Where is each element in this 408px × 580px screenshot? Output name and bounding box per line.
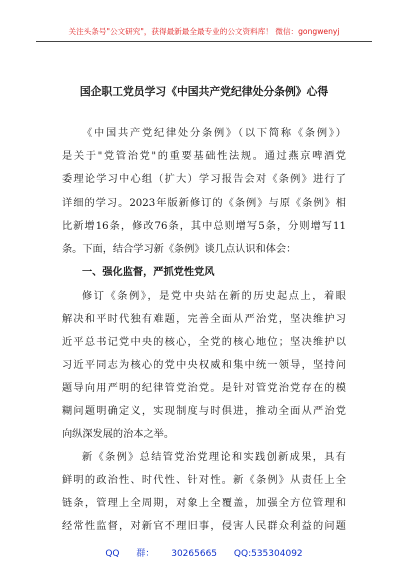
footer-qq-group: QQ 群： 30265665 <box>105 549 218 559</box>
body-line: 《中国共产党纪律处分条例》（以下简称《条例》） <box>82 128 346 139</box>
body-line: 链条，管理上全周期，对象上全覆盖，加强全方位管理和 <box>62 498 346 509</box>
body-line: 是关于"党管治党"的重要基础性法规。通过燕京啤酒党 <box>62 151 346 162</box>
body-line: 糊问题明确定义，实现制度与时俱进，推动全面从严治党 <box>62 406 346 417</box>
body-line: 条。下面，结合学习新《条例》谈几点认识和体会： <box>62 244 297 255</box>
body-line: 详细的学习。2023年版新修订的《条例》与原《条例》相 <box>62 198 346 209</box>
footer-qq: QQ:535304092 <box>233 549 303 559</box>
body-line: 鲜明的政治性、时代性、针对性。新《条例》从责任上全 <box>62 475 346 486</box>
body-line: 习近平同志为核心的党中央权威和集中统一领导，坚持问 <box>62 360 346 371</box>
body-line: 解决和平时代独有难题，完善全面从严治党，坚决维护习 <box>62 314 346 325</box>
section-heading: 一、强化监督，严抓党性党风 <box>82 267 215 278</box>
body-line: 比新增16条，修改76条，其中总则增写5条，分则增写11 <box>62 221 346 232</box>
body-line: 近平总书记党中央的核心，全党的核心地位；坚决维护以 <box>62 337 346 348</box>
body-line: 向纵深发展的治本之举。 <box>62 429 175 440</box>
header-banner: 关注头条号"公文研究"，获得最新最全最专业的公文资料库！ 微信：gongwenyj <box>68 27 340 36</box>
body-line: 题导向用严明的纪律管党治党。是针对管党治党存在的模 <box>62 383 346 394</box>
body-line: 新《条例》总结管党治党理论和实践创新成果，具有 <box>82 452 346 463</box>
body-line: 修订《条例》，是党中央站在新的历史起点上，着眼 <box>82 291 346 302</box>
body-line: 委理论学习中心组（扩大）学习报告会对《条例》进行了 <box>62 174 346 185</box>
footer-contact <box>0 546 408 559</box>
document-title: 国企职工党员学习《中国共产党纪律处分条例》心得 <box>79 85 329 98</box>
header-divider <box>36 41 372 42</box>
body-line: 经常性监督，对新官不理旧事，侵害人民群众利益的问题 <box>62 521 346 532</box>
